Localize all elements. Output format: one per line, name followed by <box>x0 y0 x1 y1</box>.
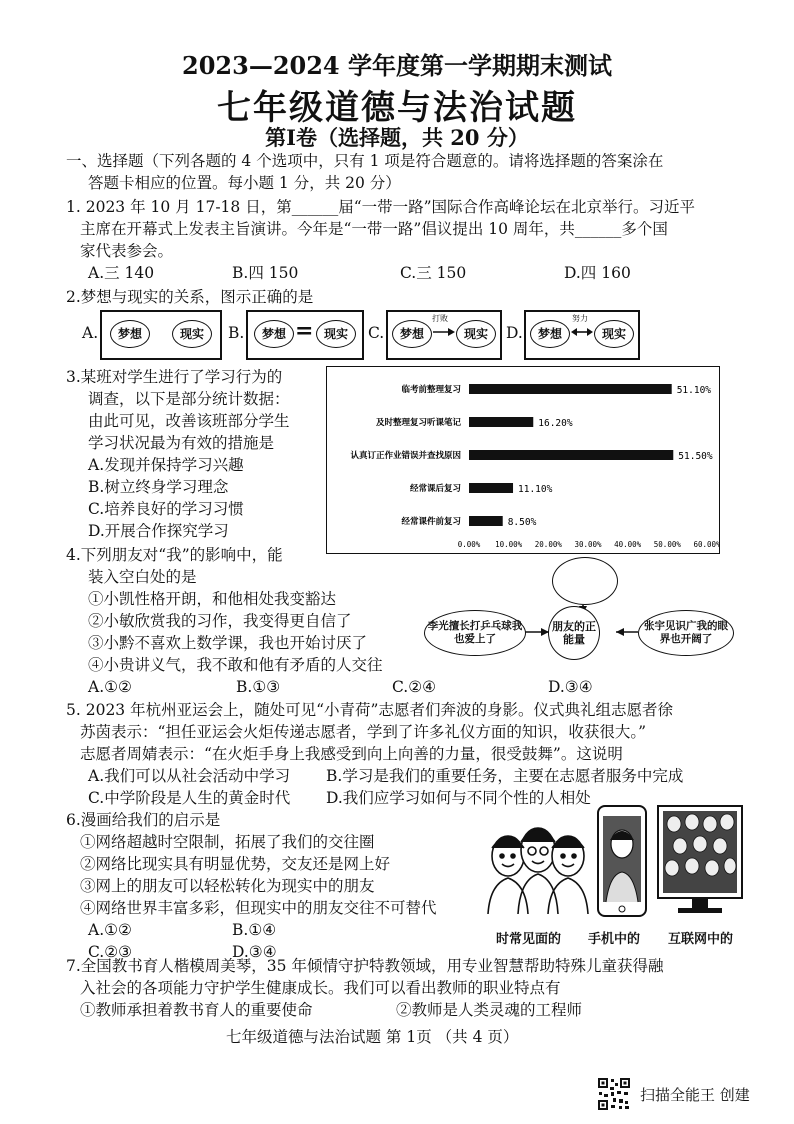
q3-line2: 调查，以下是部分统计数据： <box>88 390 290 408</box>
effort-label: 努力 <box>572 314 588 323</box>
q3-option-c: C.培养良好的学习习惯 <box>88 500 244 518</box>
bar <box>469 516 503 526</box>
q1-option-b: B.四 150 <box>232 264 299 282</box>
center-oval-friends: 朋友的正能量 <box>548 606 600 660</box>
x-tick-label: 0.00% <box>457 540 481 549</box>
q3-option-b: B.树立终身学习理念 <box>88 478 229 496</box>
dream-node: 梦想 <box>530 320 570 348</box>
computer-monitor-figure <box>658 806 742 913</box>
x-tick-label: 40.00% <box>614 540 642 549</box>
double-arrow-icon <box>569 324 595 340</box>
q5-option-c: C.中学阶段是人生的黄金时代 <box>88 789 291 807</box>
left-oval: 李光擅长打乒乓球我也爱上了 <box>424 610 526 656</box>
reality-node: 现实 <box>316 320 356 348</box>
q7-item-2: ②教师是人类灵魂的工程师 <box>396 1001 583 1019</box>
q2-stem: 2.梦想与现实的关系，图示正确的是 <box>66 288 314 306</box>
reality-node: 现实 <box>172 320 212 348</box>
scanner-watermark: 扫描全能王 创建 <box>640 1086 750 1104</box>
q1-option-d: D.四 160 <box>564 264 631 282</box>
q4-option-a: A.①② <box>88 678 132 696</box>
q2-letter-b: B. <box>228 324 245 342</box>
bar-category-label: 经常课件前复习 <box>401 517 461 527</box>
q2-diagram-c <box>386 310 502 360</box>
q1-line2: 主席在开幕式上发表主旨演讲。今年是“一带一路”倡议提出 10 周年，共______多个国 <box>80 220 668 238</box>
q1-line3: 家代表参会。 <box>80 242 174 260</box>
three-friends-figure <box>488 828 588 914</box>
q3-option-a: A.发现并保持学习兴趣 <box>88 456 244 474</box>
q2-diagram-b <box>246 310 364 360</box>
q6-item-1: ①网络超越时空限制，拓展了我们的交往圈 <box>80 833 375 851</box>
x-tick-label: 50.00% <box>653 540 681 549</box>
q2-diagram-a <box>100 310 222 360</box>
q6-option-b: B.①④ <box>232 921 277 939</box>
q7-line2: 入社会的各项能力守护学生健康成长。我们可以看出教师的职业特点有 <box>80 979 561 997</box>
reality-node: 现实 <box>456 320 496 348</box>
bar-value-label: 11.10% <box>518 484 553 495</box>
q1-line1: 1. 2023 年 10 月 17-18 日，第______届“一带一路”国际合作高峰论坛在北京举行。习近平 <box>66 198 696 216</box>
defeat-label: 打败 <box>432 314 448 323</box>
bar-category-label: 认真订正作业错误并查找原因 <box>350 451 461 461</box>
q4-line2: 装入空白处的是 <box>88 568 197 586</box>
bar-value-label: 51.50% <box>678 451 713 462</box>
q5-line3: 志愿者周婧表示：“在火炬手身上我感受到向上向善的力量，很受鼓舞”。这说明 <box>80 745 623 763</box>
q4-item-1: ①小凯性格开朗，和他相处我变豁达 <box>88 590 337 608</box>
q4-option-d: D.③④ <box>548 678 593 696</box>
right-oval: 张宇见识广我的眼界也开阔了 <box>638 610 734 656</box>
dream-node: 梦想 <box>254 320 294 348</box>
q6-cartoon-illustration <box>480 804 748 922</box>
q3-line1: 3.某班对学生进行了学习行为的 <box>66 368 283 386</box>
bar <box>469 450 673 460</box>
caption-internet: 互联网中的 <box>668 932 734 947</box>
q5-option-d: D.我们应学习如何与不同个性的人相处 <box>326 789 591 807</box>
x-tick-label: 30.00% <box>574 540 602 549</box>
dream-node: 梦想 <box>110 320 150 348</box>
q3-bar-chart <box>326 366 720 554</box>
q7-item-1: ①教师承担着教书育人的重要使命 <box>80 1001 313 1019</box>
x-tick-label: 60.00% <box>693 540 719 549</box>
equals-sign: = <box>295 318 314 344</box>
q1-option-a: A.三 140 <box>88 264 155 282</box>
q6-item-3: ③网上的朋友可以轻松转化为现实中的朋友 <box>80 877 375 895</box>
bar <box>469 384 672 394</box>
q6-item-2: ②网络比现实具有明显优势，交友还是网上好 <box>80 855 391 873</box>
q6-option-d: D.③④ <box>232 943 277 961</box>
bar <box>469 483 513 493</box>
q6-option-a: A.①② <box>88 921 132 939</box>
q6-item-4: ④网络世界丰富多彩，但现实中的朋友交往不可替代 <box>80 899 437 917</box>
q2-letter-d: D. <box>506 324 523 342</box>
q4-item-3: ③小黔不喜欢上数学课，我也开始讨厌了 <box>88 634 368 652</box>
q4-line1: 4.下列朋友对“我”的影响中，能 <box>66 546 283 564</box>
q2-letter-a: A. <box>82 324 99 342</box>
qr-code-icon <box>597 1077 631 1111</box>
q1-option-c: C.三 150 <box>400 264 467 282</box>
q6-option-c: C.②③ <box>88 943 133 961</box>
q2-diagram-d <box>524 310 640 360</box>
part-title: 第Ⅰ卷（选择题，共 20 分） <box>265 125 529 150</box>
q5-option-b: B.学习是我们的重要任务，主要在志愿者服务中完成 <box>326 767 684 785</box>
q5-option-a: A.我们可以从社会活动中学习 <box>88 767 291 785</box>
q7-line1: 7.全国教书育人楷模周美琴，35 年倾情守护特教领域，用专业智慧帮助特殊儿童获得融 <box>66 957 664 975</box>
exam-year-title: 2023—2024 学年度第一学期期末测试 <box>182 51 612 80</box>
dream-node: 梦想 <box>392 320 432 348</box>
exam-subject-title: 七年级道德与法治试题 <box>217 88 577 128</box>
blank-oval <box>552 557 618 605</box>
bar-value-label: 8.50% <box>507 517 537 528</box>
bar-category-label: 及时整理复习听课笔记 <box>375 418 461 428</box>
x-tick-label: 10.00% <box>495 540 523 549</box>
bar-category-label: 经常课后复习 <box>409 484 461 494</box>
q4-item-4: ④小贵讲义气，我不敢和他有矛盾的人交往 <box>88 656 383 674</box>
caption-in-person: 时常见面的 <box>496 932 562 947</box>
q4-item-2: ②小敏欣赏我的习作，我变得更自信了 <box>88 612 352 630</box>
q5-line1: 5. 2023 年杭州亚运会上，随处可见“小青荷”志愿者们奔波的身影。仪式典礼组志愿者徐 <box>66 701 673 719</box>
bar-chart-svg <box>327 367 719 553</box>
q6-stem: 6.漫画给我们的启示是 <box>66 811 221 829</box>
bar-category-label: 临考前整理复习 <box>401 385 461 395</box>
q3-line4: 学习状况最为有效的措施是 <box>88 434 275 452</box>
q4-option-c: C.②④ <box>392 678 437 696</box>
page-footer: 七年级道德与法治试题 第 1页 （共 4 页） <box>226 1028 519 1046</box>
caption-phone: 手机中的 <box>588 932 641 947</box>
q4-option-b: B.①③ <box>236 678 281 696</box>
q3-line3: 由此可见，改善该班部分学生 <box>88 412 290 430</box>
q2-letter-c: C. <box>368 324 385 342</box>
reality-node: 现实 <box>594 320 634 348</box>
section-instruction-2: 答题卡相应的位置。每小题 1 分，共 20 分） <box>88 174 401 192</box>
bar <box>469 417 533 427</box>
x-tick-label: 20.00% <box>534 540 562 549</box>
right-arrow-icon <box>431 324 457 340</box>
q5-line2: 苏茵表示：“担任亚运会火炬传递志愿者，学到了许多礼仪方面的知识，收获很大。” <box>80 723 647 741</box>
phone-figure <box>598 806 646 916</box>
bar-value-label: 16.20% <box>538 418 573 429</box>
bar-value-label: 51.10% <box>676 385 712 396</box>
section-instruction-1: 一、选择题（下列各题的 4 个选项中，只有 1 项是符合题意的。请将选择题的答案涂在 <box>66 152 664 170</box>
q3-option-d: D.开展合作探究学习 <box>88 522 229 540</box>
